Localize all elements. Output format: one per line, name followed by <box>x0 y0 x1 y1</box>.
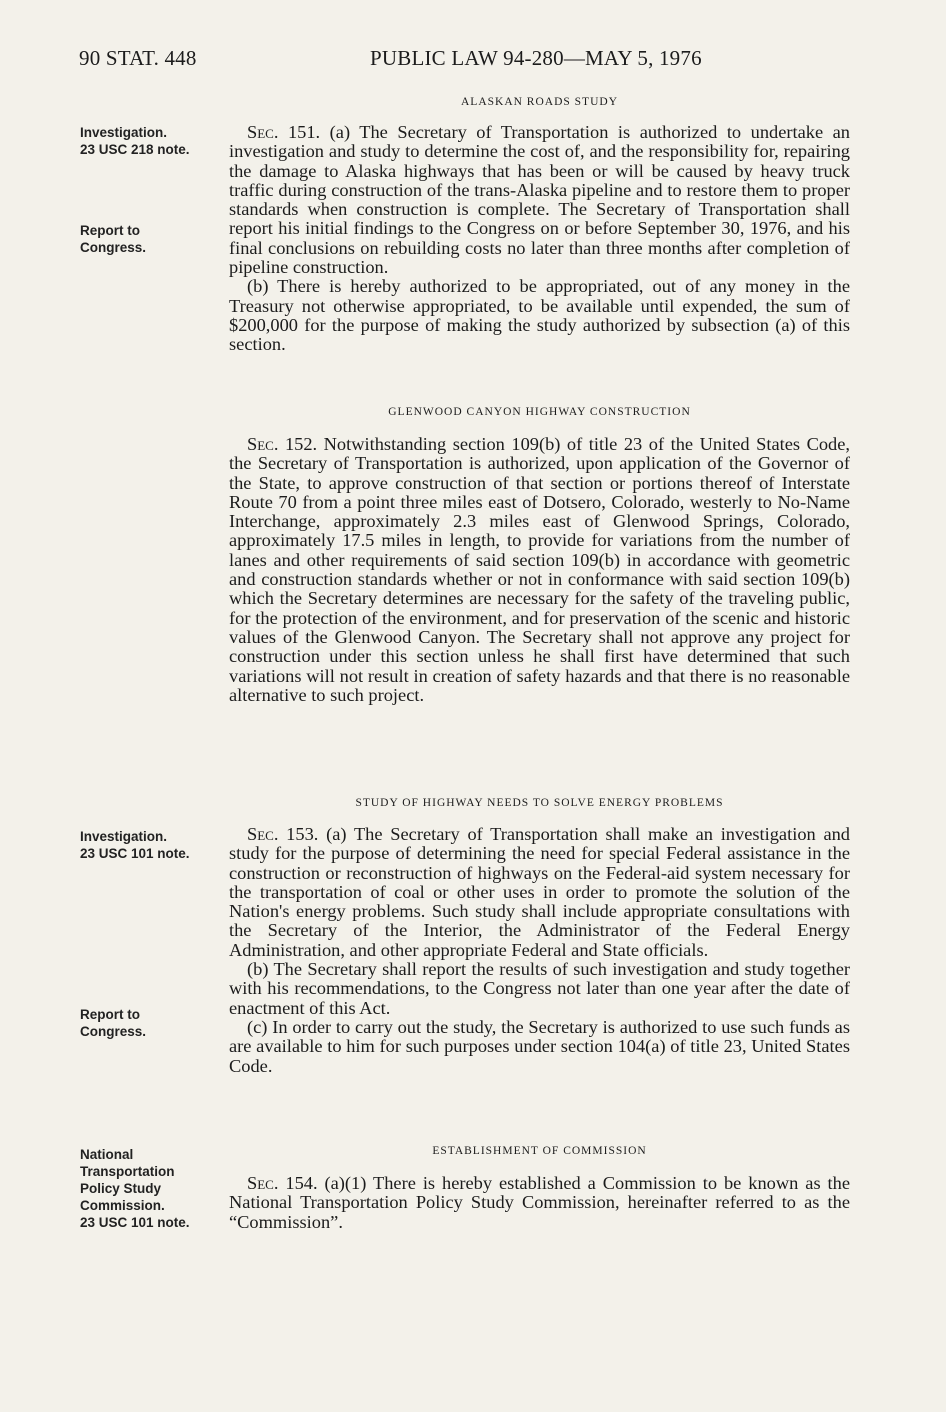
section-151-body <box>229 123 850 355</box>
paragraph-text: (b) There is hereby authorized to be appropriated, out of any money in the Treasury not otherwise appropriated, to be available until expended, the sum of $200,000 for the purpose of making the study authorized by subsection (a) of this section. <box>229 276 850 355</box>
section-153-body <box>229 825 850 1076</box>
paragraph <box>229 1174 850 1232</box>
paragraph <box>229 1018 850 1076</box>
section-number: Sec. 154. <box>247 1173 318 1193</box>
paragraph-text: (a)(1) There is hereby established a Commission to be known as the National Transportation Policy Study Commission, hereinafter referred to as the “Commission”. <box>229 1173 851 1232</box>
paragraph-text: (a) The Secretary of Transportation shall make an investigation and study for the purpose of determining the need for special Federal assistance in the construction or reconstruction of highways on the Federal-aid system necessary for the transportation of coal or other uses in order to promote the solution of the Nation's energy problems. Such study shall include appropriate consultations with the Secretary of the Interior, the Administrator of the Federal Energy Administration, and other appropriate Federal and State officials. <box>229 824 851 960</box>
margin-note-report-to-congress-1: Report to Congress. <box>80 223 147 255</box>
paragraph <box>229 123 850 277</box>
paragraph <box>229 277 850 354</box>
section-154-body <box>229 1174 850 1232</box>
section-number: Sec. 152. <box>247 434 318 454</box>
statute-page-number: 90 STAT. 448 <box>79 46 197 70</box>
margin-note-investigation-218: Investigation. 23 USC 218 note. <box>80 125 190 157</box>
section-number: Sec. 151. <box>247 122 321 142</box>
margin-note-report-to-congress-2: Report to Congress. <box>80 1007 147 1039</box>
margin-note-investigation-101: Investigation. 23 USC 101 note. <box>80 829 190 861</box>
paragraph-text: (a) The Secretary of Transportation is authorized to undertake an investigation and study to determine the cost of, and the responsibility for, repairing the damage to Alaska highways that has been or will be caused by heavy truck traffic during construction of the trans-Alaska pipeline and to restore them to proper standards when construction is complete. The Secretary of Transportation shall report his initial findings to the Congress on or before September 30, 1976, and his final conclusions on rebuilding costs no later than three months after completion of pipeline construction. <box>229 122 851 278</box>
paragraph <box>229 960 850 1018</box>
section-heading-highway-energy: STUDY OF HIGHWAY NEEDS TO SOLVE ENERGY PROBLEMS <box>355 797 724 809</box>
paragraph <box>229 825 850 960</box>
section-heading-commission: ESTABLISHMENT OF COMMISSION <box>432 1145 647 1157</box>
paragraph-text: Notwithstanding section 109(b) of title 23 of the United States Code, the Secretary of Transportation is authorized, upon application of the Governor of the State, to approve construction of that section or portions thereof of Interstate Route 70 from a point three miles east of Dotsero, Colorado, westerly to No-Name Interchange, approximately 2.3 miles east of Glenwood Springs, Colorado, approximately 17.5 miles in length, to provide for variations from the number of lanes and other requirements of said section 109(b) in accordance with geometric and construction standards whether or not in conformance with said section 109(b) which the Secretary determines are necessary for the safety of the traveling public, for the protection of the environment, and for preservation of the scenic and historic values of the Glenwood Canyon. The Secretary shall not approve any project for construction under this section unless he shall first have determined that such variations will not result in creation of safety hazards and that there is no reasonable alternative to such project. <box>229 434 851 705</box>
section-heading-alaskan-roads: ALASKAN ROADS STUDY <box>460 96 618 108</box>
section-152-body <box>229 435 850 705</box>
paragraph-text: (c) In order to carry out the study, the Secretary is authorized to use such funds as are available to him for such purposes under section 104(a) of title 23, United States Code. <box>229 1016 850 1076</box>
section-number: Sec. 153. <box>247 824 319 844</box>
paragraph-text: (b) The Secretary shall report the results of such investigation and study together with his recommendations, to the Congress not later than one year after the date of enactment of this Act. <box>229 959 850 1018</box>
section-heading-glenwood-canyon: GLENWOOD CANYON HIGHWAY CONSTRUCTION <box>388 406 691 418</box>
margin-note-commission: National Transportation Policy Study Commission. 23 USC 101 note. <box>80 1147 190 1230</box>
paragraph <box>229 435 850 705</box>
running-header-title: PUBLIC LAW 94-280—MAY 5, 1976 <box>370 46 702 70</box>
